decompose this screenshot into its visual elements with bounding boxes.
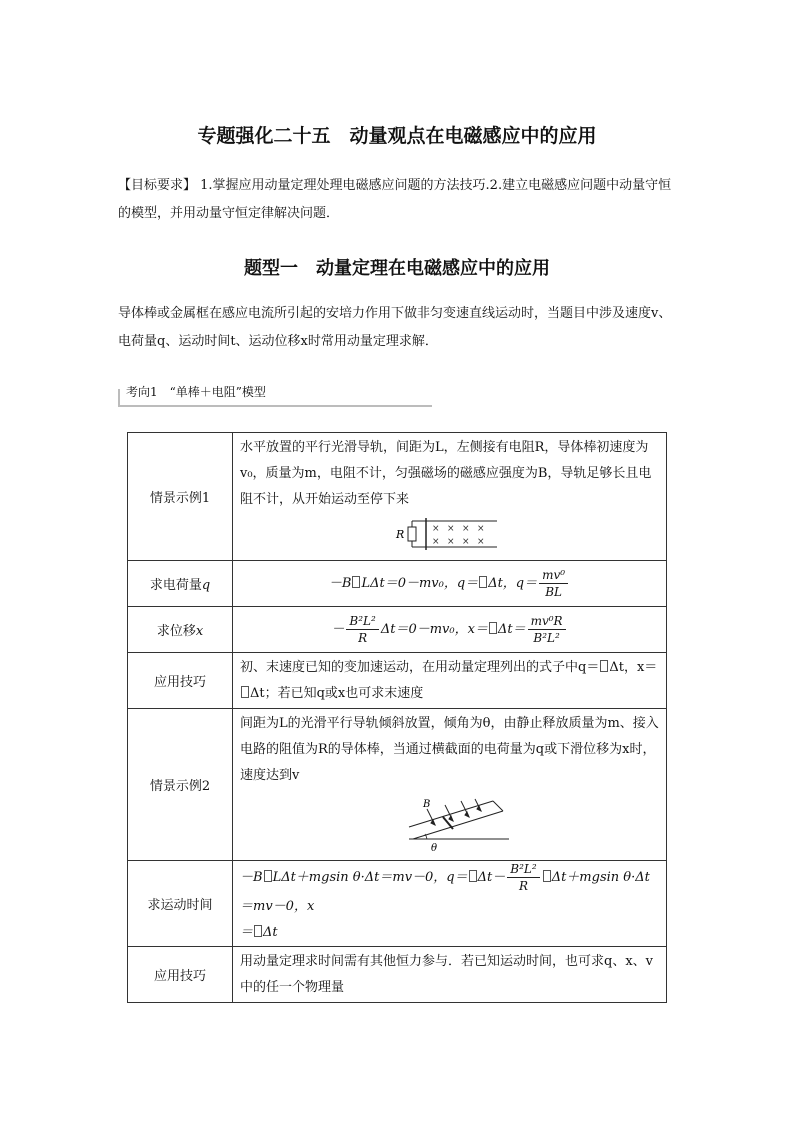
goal-paragraph: [118, 172, 678, 228]
section-intro: 导体棒或金属框在感应电流所引起的安培力作用下做非匀变速直线运动时，当题目中涉及速度v、电荷量q、运动时间t、运动位移x时常用动量定理求解．: [118, 306, 672, 349]
overbar-i-symbol: [600, 660, 608, 672]
row-content: 用动量定理求时间需有其他恒力参与．若已知运动时间，也可求q、x、v中的任一个物理量: [233, 947, 667, 1003]
overbar-v-symbol: [241, 686, 249, 698]
table-row: [128, 561, 667, 607]
tip-text: Δt；若已知q或x也可求末速度: [250, 685, 424, 701]
row-content: [233, 433, 667, 561]
goal-label: 【目标要求】: [118, 178, 197, 193]
page-title: 专题强化二十五 动量观点在电磁感应中的应用: [197, 125, 597, 147]
numerator: mv⁰: [539, 567, 568, 584]
angle-label: θ: [431, 843, 438, 854]
overbar-v-symbol: [543, 870, 551, 882]
formula-part: Δt＝0－mv₀，x＝: [380, 622, 488, 637]
row-head: 求运动时间: [128, 861, 233, 947]
formula-part: LΔt＋mgsin θ·Δt＝mv－0，q＝: [272, 870, 468, 885]
row-content: [233, 607, 667, 653]
table-row: [128, 947, 667, 1003]
table-row: [128, 709, 667, 861]
row-head: 求位移x: [128, 607, 233, 653]
field-cross: ×: [447, 524, 455, 534]
inclined-rails-diagram: [405, 797, 515, 855]
summary-table: [127, 432, 667, 1003]
denominator: B²L²: [533, 631, 560, 645]
field-cross: ×: [477, 537, 485, 547]
fraction: [528, 613, 566, 646]
overbar-i-symbol: [352, 576, 360, 588]
formula-part: Δt＝: [497, 622, 526, 637]
row-head: 应用技巧: [128, 653, 233, 709]
subsection-bar: [118, 389, 120, 405]
rail-lower: [413, 811, 503, 839]
resistor-symbol: [408, 527, 416, 541]
rail-upper: [409, 801, 493, 827]
formula-part: Δt－: [477, 870, 506, 885]
field-cross: ×: [462, 524, 470, 534]
row-content: [233, 653, 667, 709]
goal-text: 1.掌握应用动量定理处理电磁感应问题的方法技巧.2.建立电磁感应问题中动量守恒的模型，并用动量守恒定律解决问题．: [118, 178, 672, 221]
table-row: [128, 433, 667, 561]
formula-part: －B: [240, 870, 263, 885]
numerator: mv⁰R: [528, 613, 566, 630]
row-head: 情景示例1: [128, 433, 233, 561]
field-cross: ×: [477, 524, 485, 534]
denominator: R: [518, 879, 528, 893]
fraction: [507, 861, 539, 894]
formula-part: LΔt＝0－mv₀，q＝: [361, 576, 479, 591]
fraction: [346, 613, 378, 646]
table-row: [128, 653, 667, 709]
horizontal-rails-diagram: [392, 517, 502, 553]
denominator: BL: [545, 585, 562, 599]
overbar-i-symbol: [479, 576, 487, 588]
row-head: 求电荷量q: [128, 561, 233, 607]
subsection-title: 考向1 “单棒＋电阻”模型: [126, 385, 266, 399]
row-content: [233, 561, 667, 607]
row-head: 应用技巧: [128, 947, 233, 1003]
table-row: [128, 607, 667, 653]
field-cross: ×: [462, 537, 470, 547]
formula-part: Δt＋mgsin θ·Δt＝mv－0，x: [240, 870, 650, 914]
formula-part: －: [331, 622, 345, 637]
formula-part: ＝: [240, 925, 254, 940]
tip-text: Δt，x＝: [609, 659, 658, 675]
field-cross: ×: [432, 524, 440, 534]
numerator: B²L²: [346, 613, 378, 630]
table-row: [128, 861, 667, 947]
formula-part: Δt: [263, 925, 278, 940]
tip-text: 初、末速度已知的变加速运动，在用动量定理列出的式子中q＝: [240, 659, 600, 675]
overbar-i-symbol: [264, 870, 272, 882]
field-cross: ×: [447, 537, 455, 547]
formula-part: Δt，q＝: [488, 576, 538, 591]
formula-part: －B: [328, 576, 352, 591]
row-head: 情景示例2: [128, 709, 233, 861]
scenario-2-text: 间距为L的光滑平行导轨倾斜放置，倾角为θ，由静止释放质量为m、接入电路的阻值为R的导体棒，当通过横截面的电荷量为q或下滑位移为x时，速度达到v: [240, 716, 659, 783]
resistor-label: R: [396, 528, 405, 541]
fraction: [539, 567, 568, 600]
numerator: B²L²: [507, 861, 539, 878]
overbar-i-symbol: [469, 870, 477, 882]
field-cross: ×: [432, 537, 440, 547]
section-title: 题型一 动量定理在电磁感应中的应用: [244, 258, 550, 279]
denominator: R: [358, 631, 368, 645]
overbar-v-symbol: [489, 622, 497, 634]
field-label: B: [423, 799, 431, 810]
overbar-v-symbol: [254, 925, 262, 937]
subsection-header: [118, 381, 432, 407]
scenario-1-text: 水平放置的平行光滑导轨，间距为L，左侧接有电阻R，导体棒初速度为v₀，质量为m，电阻不计，匀强磁场的磁感应强度为B，导轨足够长且电阻不计，从开始运动至停下来: [240, 440, 652, 507]
row-content: [233, 861, 667, 947]
row-content: [233, 709, 667, 861]
